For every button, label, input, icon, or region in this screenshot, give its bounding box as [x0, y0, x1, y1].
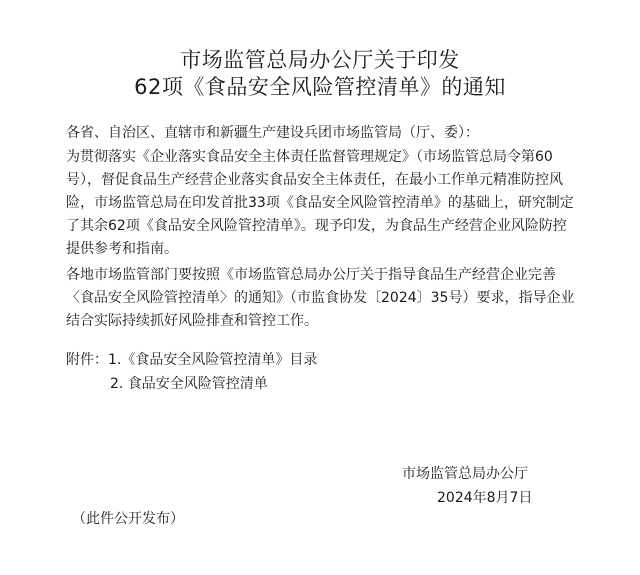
- body-paragraph-1-line: 为贯彻落实《企业落实食品安全主体责任监督管理规定》（市场监管总局令第60: [66, 149, 553, 165]
- signature-organization: 市场监管总局办公厅: [402, 466, 528, 482]
- body-paragraph-2: [66, 264, 586, 333]
- body-paragraph-1-line: 提供参考和指南。: [66, 241, 178, 257]
- attachment-item-2: 2. 食品安全风险管控清单: [110, 376, 268, 392]
- body-paragraph-2-line: 〈食品安全风险管控清单〉的通知》（市监食协发〔2024〕35号）要求，指导企业: [66, 290, 575, 306]
- body-paragraph-1-line: 险，市场监管总局在印发首批33项《食品安全风险管控清单》的基础上，研究制定: [66, 195, 574, 211]
- attachment-item-1: 附件：1.《食品安全风险管控清单》目录: [66, 352, 318, 368]
- publication-note: （此件公开发布）: [72, 511, 184, 527]
- salutation-text: 各省、自治区、直辖市和新疆生产建设兵团市场监管局（厅、委）：: [66, 125, 479, 141]
- body-paragraph-2-line: 结合实际持续抓好风险排查和管控工作。: [66, 313, 318, 329]
- salutation: [66, 122, 586, 145]
- document-title-line-2: 62项《食品安全风险管控清单》的通知: [134, 75, 506, 99]
- body-paragraph-1-line: 号），督促食品生产经营企业落实食品安全主体责任，在最小工作单元精准防控风: [66, 172, 563, 188]
- body-paragraph-2-line: 各地市场监管部门要按照《市场监管总局办公厅关于指导食品生产经营企业完善: [66, 267, 556, 283]
- signature-date: 2024年8月7日: [437, 490, 533, 506]
- body-paragraph-1-line: 了其余62项《食品安全风险管控清单》。现予印发，为食品生产经营企业风险防控: [66, 218, 567, 234]
- body-paragraph-1: [66, 146, 586, 261]
- document-title-line-1: 市场监管总局办公厅关于印发: [180, 48, 460, 72]
